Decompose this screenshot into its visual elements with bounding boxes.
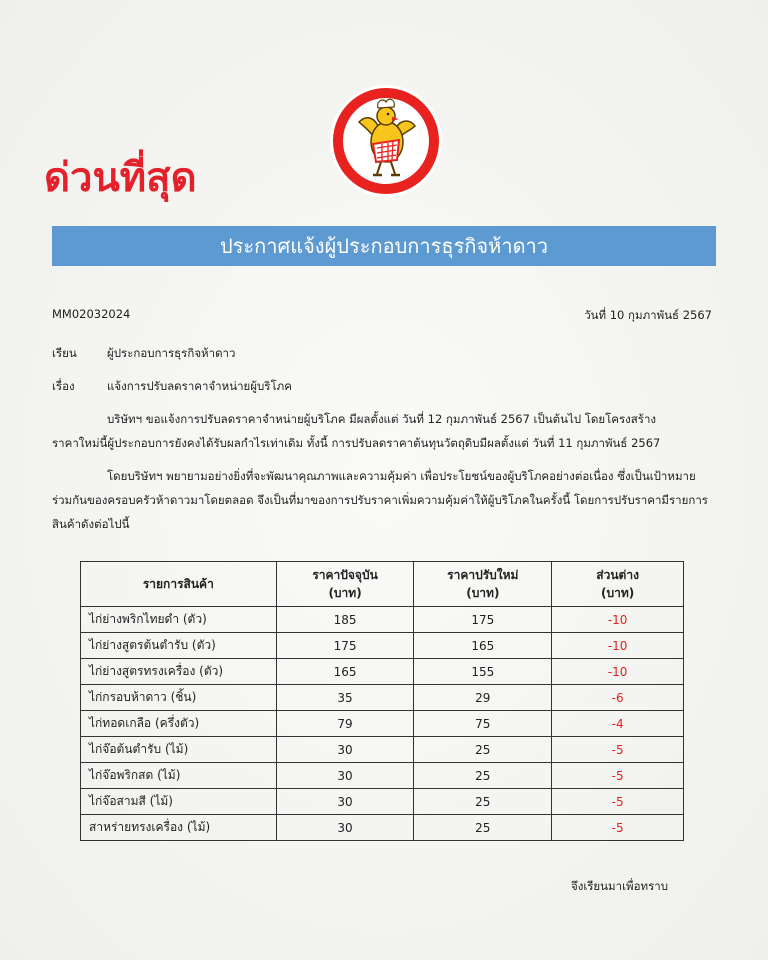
announcement-banner (52, 226, 716, 266)
table-row (81, 737, 684, 763)
new-price: 175 (414, 607, 552, 633)
new-price: 25 (414, 789, 552, 815)
table-row (81, 633, 684, 659)
price-difference: -5 (552, 789, 684, 815)
current-price: 79 (276, 711, 414, 737)
item-name: สาหร่ายทรงเครื่อง (ไม้) (81, 815, 277, 841)
table-row (81, 607, 684, 633)
item-name: ไก่กรอบห้าดาว (ชิ้น) (81, 685, 277, 711)
header-diff-unit: (บาท) (600, 586, 635, 600)
current-price: 175 (276, 633, 414, 659)
subject-label: เรื่อง (52, 379, 75, 393)
item-name: ไก่ทอดเกลือ (ครึ่งตัว) (81, 711, 277, 737)
header-difference (552, 562, 684, 607)
brand-logo-icon (329, 84, 443, 198)
table-row (81, 685, 684, 711)
price-table (80, 561, 684, 841)
price-difference: -10 (552, 659, 684, 685)
header-item (81, 562, 277, 607)
price-difference: -4 (552, 711, 684, 737)
header-diff-label: ส่วนต่าง (596, 568, 639, 582)
table-row (81, 711, 684, 737)
new-price: 75 (414, 711, 552, 737)
paragraph-2-line-2: ร่วมกันของครอบครัวห้าดาวมาโดยตลอด จึงเป็นที่มาของการปรับราคาเพิ่มความคุ้มค่าให้ผู้บริโภคในครั้งนี้ โดยการปรับราคามีรายการ (52, 493, 708, 507)
header-current-unit: (บาท) (328, 586, 362, 600)
header-current-label: ราคาปัจจุบัน (312, 568, 378, 582)
price-difference: -5 (552, 815, 684, 841)
new-price: 165 (414, 633, 552, 659)
new-price: 155 (414, 659, 552, 685)
item-name: ไก่จ๊อต้นตำรับ (ไม้) (81, 737, 277, 763)
price-difference: -10 (552, 633, 684, 659)
current-price: 30 (276, 737, 414, 763)
paragraph-2-line-3: สินค้าดังต่อไปนี้ (52, 517, 130, 531)
new-price: 25 (414, 815, 552, 841)
current-price: 30 (276, 763, 414, 789)
banner-title: ประกาศแจ้งผู้ประกอบการธุรกิจห้าดาว (219, 234, 549, 258)
item-name: ไก่จ๊อพริกสด (ไม้) (81, 763, 277, 789)
subject-value: แจ้งการปรับลดราคาจำหน่ายผู้บริโภค (107, 379, 292, 393)
current-price: 30 (276, 789, 414, 815)
header-new-label: ราคาปรับใหม่ (447, 568, 519, 582)
paragraph-2-line-1: โดยบริษัทฯ พยายามอย่างยิ่งที่จะพัฒนาคุณภาพและความคุ้มค่า เพื่อประโยชน์ของผู้บริโภคอย่างต่อเนื่อง ซึ่งเป็นเป้าหมาย (107, 469, 696, 483)
price-difference: -10 (552, 607, 684, 633)
price-difference: -5 (552, 737, 684, 763)
urgent-stamp: ด่วนที่สุด (44, 155, 197, 201)
table-header-row (81, 562, 684, 607)
header-item-label: รายการสินค้า (142, 577, 214, 591)
current-price: 30 (276, 815, 414, 841)
item-name: ไก่จ๊อสามสี (ไม้) (81, 789, 277, 815)
item-name: ไก่ย่างสูตรต้นตำรับ (ตัว) (81, 633, 277, 659)
header-new-price (414, 562, 552, 607)
item-name: ไก่ย่างสูตรทรงเครื่อง (ตัว) (81, 659, 277, 685)
header-current-price (276, 562, 414, 607)
to-value: ผู้ประกอบการธุรกิจห้าดาว (107, 346, 236, 360)
table-row (81, 763, 684, 789)
new-price: 25 (414, 737, 552, 763)
current-price: 165 (276, 659, 414, 685)
item-name: ไก่ย่างพริกไทยดำ (ตัว) (81, 607, 277, 633)
current-price: 35 (276, 685, 414, 711)
closing-line: จึงเรียนมาเพื่อทราบ (570, 879, 668, 893)
table-row (81, 659, 684, 685)
table-row (81, 789, 684, 815)
paragraph-1-line-2: ราคาใหม่นี้ผู้ประกอบการยังคงได้รับผลกำไรเท่าเดิม ทั้งนี้ การปรับลดราคาต้นทุนวัตถุดิบมีผลตั้งแต่ วันที่ 11 กุมภาพันธ์ 2567 (52, 436, 661, 450)
paragraph-1-line-1: บริษัทฯ ขอแจ้งการปรับลดราคาจำหน่ายผู้บริโภค มีผลตั้งแต่ วันที่ 12 กุมภาพันธ์ 2567 เป็นต้นไป โดยโครงสร้าง (107, 412, 657, 426)
new-price: 25 (414, 763, 552, 789)
table-row (81, 815, 684, 841)
header-new-unit: (บาท) (466, 586, 500, 600)
to-label: เรียน (52, 346, 77, 360)
document-reference: MM02032024 (52, 307, 131, 321)
new-price: 29 (414, 685, 552, 711)
current-price: 185 (276, 607, 414, 633)
price-difference: -6 (552, 685, 684, 711)
document-date: วันที่ 10 กุมภาพันธ์ 2567 (584, 308, 712, 322)
price-difference: -5 (552, 763, 684, 789)
